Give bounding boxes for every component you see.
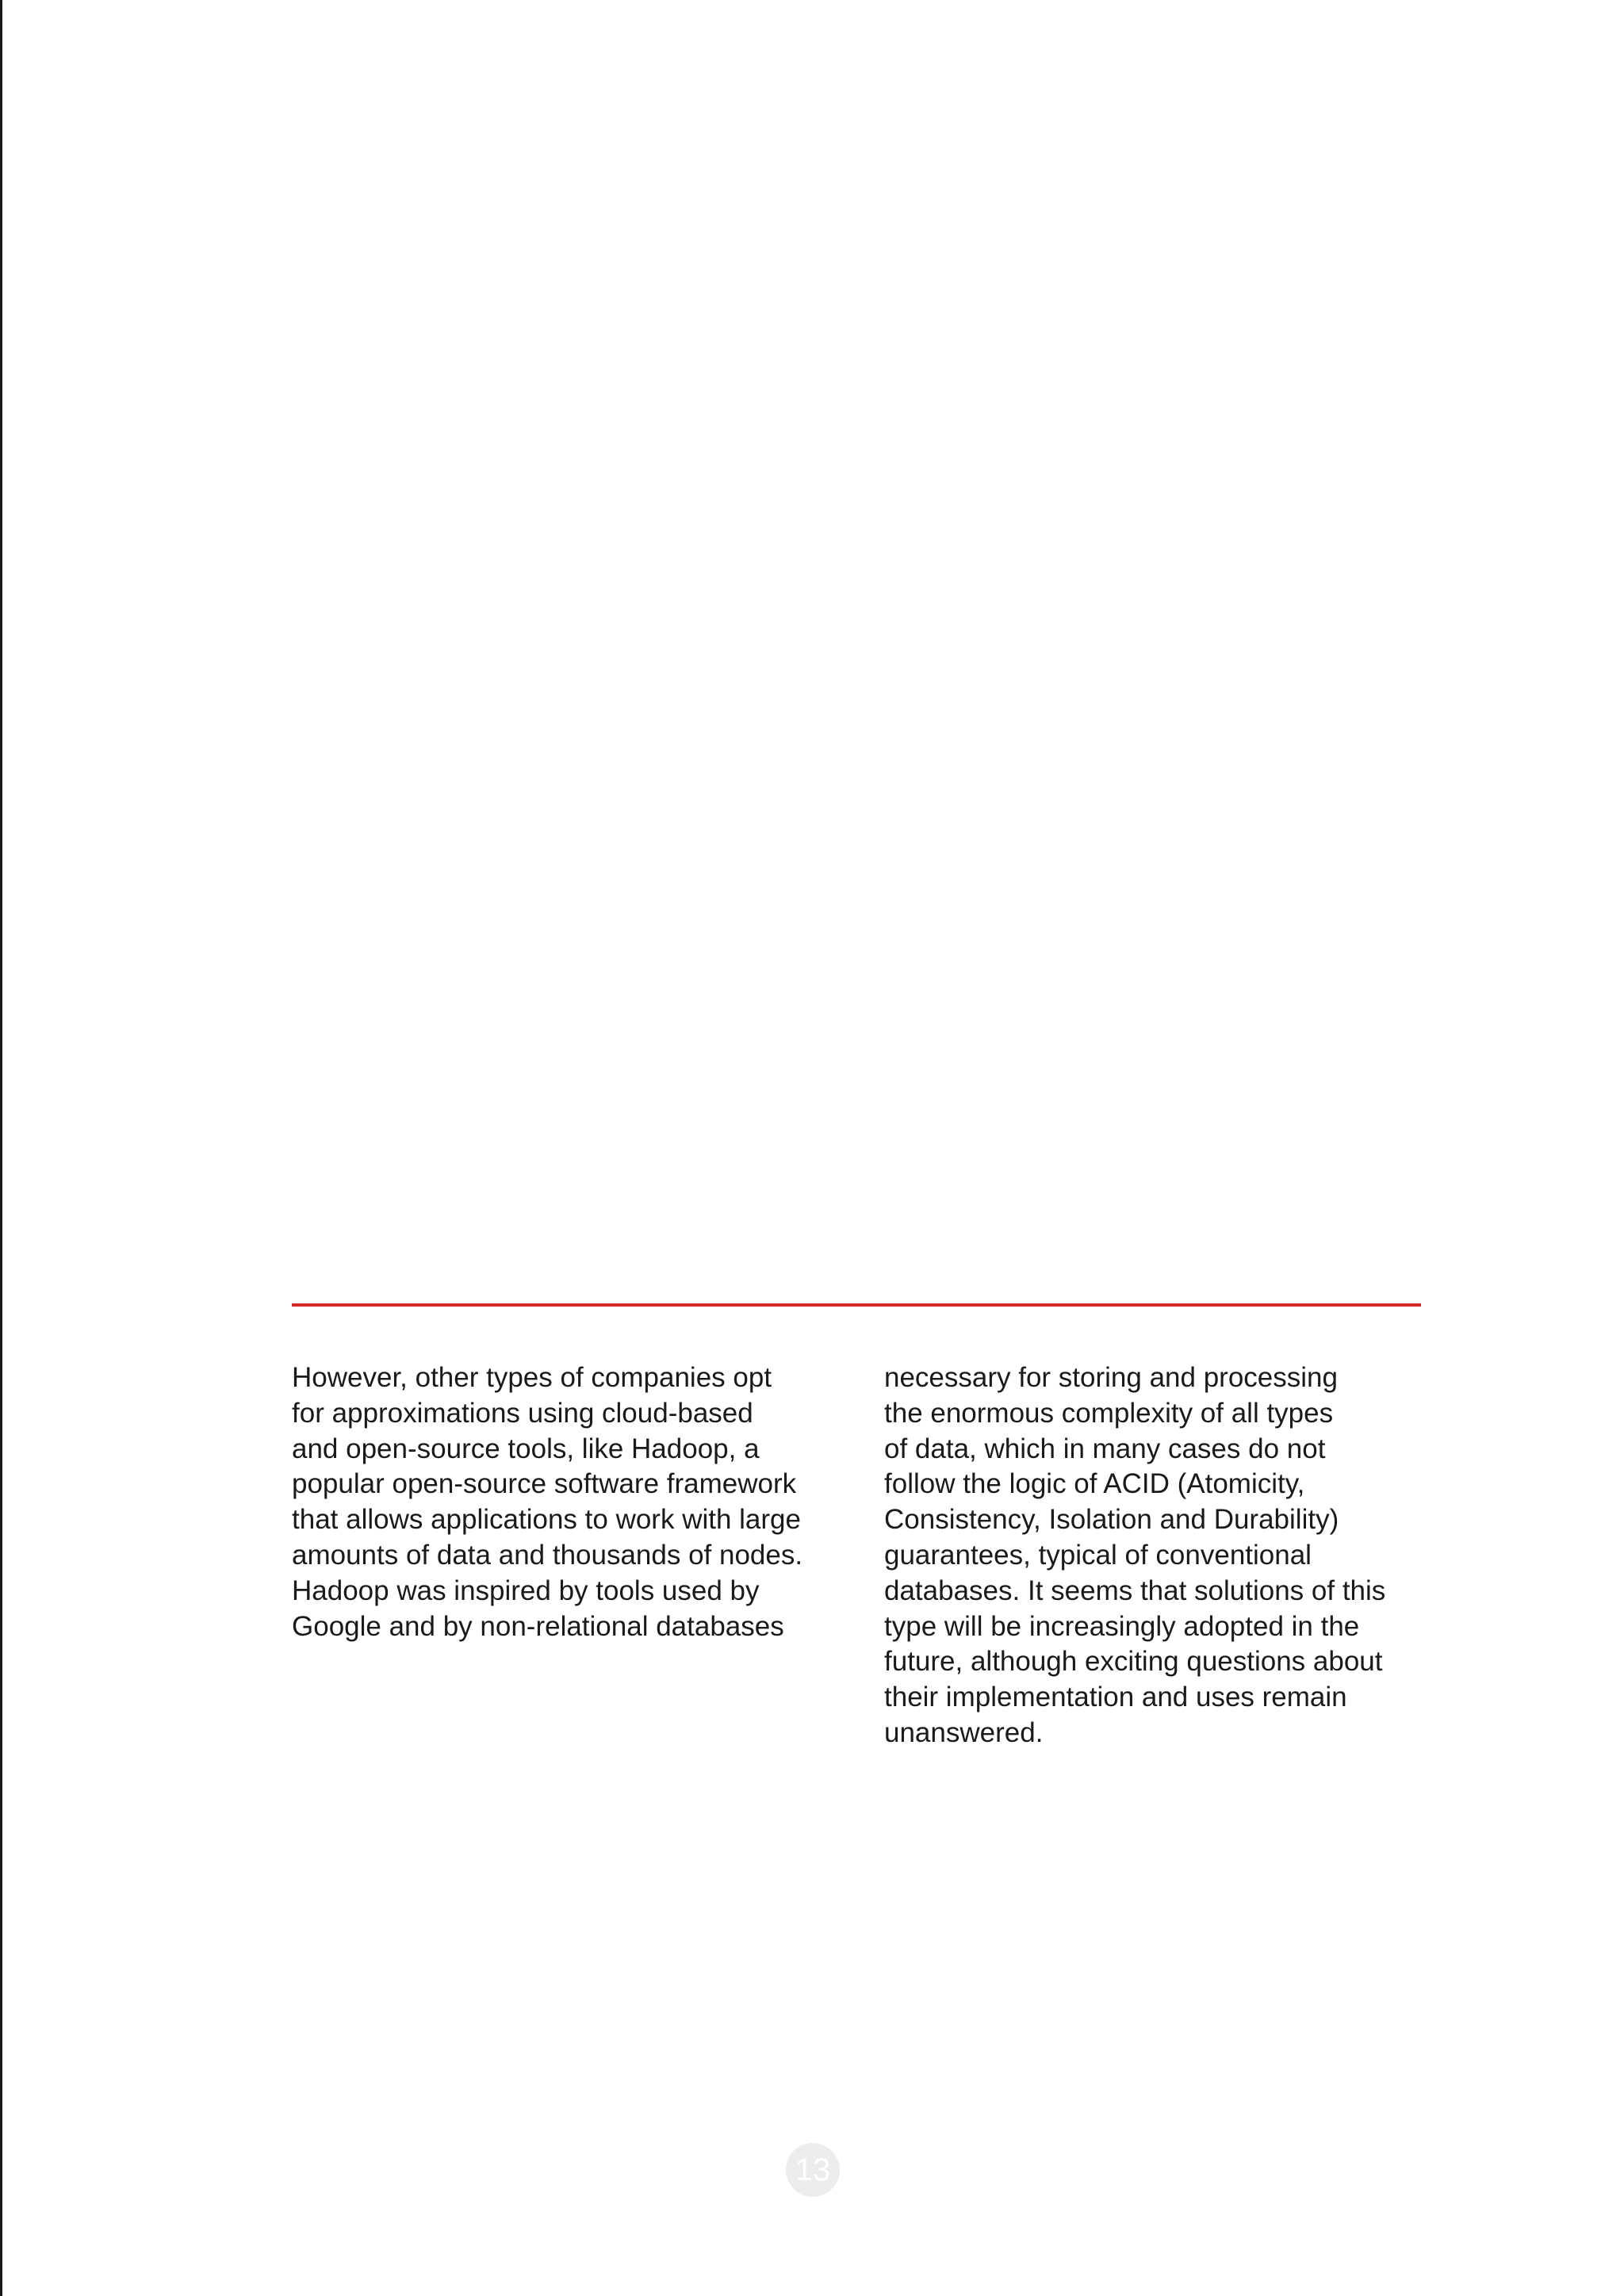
body-text-column-left: However, other types of companies opt for approximations using cloud-based and open-source tools, like Hadoop, a popular open-source software framework that allows applications to work with large amounts of data and thousands of nodes. Hadoop was inspired by tools used by Google and by non-relational databases (292, 1362, 803, 1642)
page-left-edge (0, 0, 2, 2296)
body-text-column-right: necessary for storing and processing the enormous complexity of all types of data, which in many cases do not follow the logic of ACID (Atomicity, Consistency, Isolation and Durability) guarantees, typical of conventional databases. It seems that solutions of this type will be increasingly adopted in the future, although exciting questions about their implementation and uses remain unanswered. (884, 1362, 1386, 1748)
section-divider-rule (292, 1303, 1421, 1307)
page-number-badge: 13 (786, 2143, 840, 2197)
